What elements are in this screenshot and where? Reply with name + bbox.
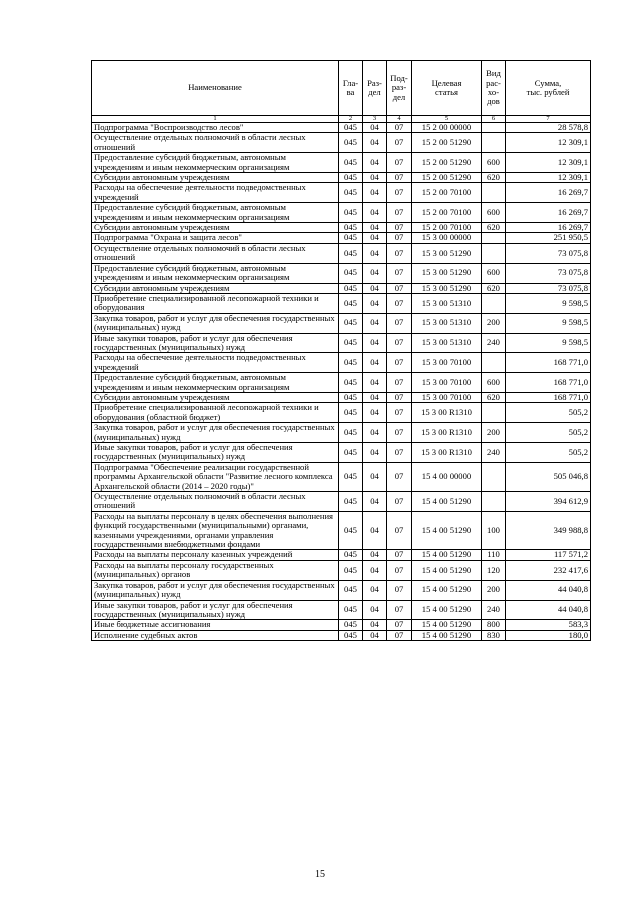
statya-cell: 15 2 00 51290 [412,173,482,183]
name-cell: Предоставление субсидий бюджетным, автономным учреждениям и иным некоммерческим организациям [92,373,339,393]
table-row [92,203,591,223]
vid-cell [482,353,506,373]
glava-cell: 045 [339,203,363,223]
colnum-1: 1 [92,116,339,123]
summa-cell: 505,2 [506,423,591,443]
vid-cell: 800 [482,620,506,630]
razdel-cell: 04 [363,353,387,373]
podrazdel-cell: 07 [387,333,412,353]
glava-cell: 045 [339,243,363,263]
vid-cell: 600 [482,263,506,283]
colnum-5: 5 [412,116,482,123]
summa-cell: 12 309,1 [506,133,591,153]
page-number: 15 [315,869,325,880]
podrazdel-cell: 07 [387,423,412,443]
vid-cell: 240 [482,333,506,353]
vid-cell [482,293,506,313]
podrazdel-cell: 07 [387,283,412,293]
summa-cell: 73 075,8 [506,263,591,283]
vid-cell: 600 [482,203,506,223]
glava-cell: 045 [339,133,363,153]
summa-cell: 117 571,2 [506,550,591,560]
header-statya-text: Целевая статья [431,77,462,97]
name-cell: Субсидии автономным учреждениям [92,283,339,293]
statya-cell: 15 3 00 00000 [412,233,482,243]
podrazdel-cell: 07 [387,443,412,463]
summa-cell: 251 950,5 [506,233,591,243]
statya-cell: 15 3 00 51290 [412,263,482,283]
table-row [92,620,591,630]
podrazdel-cell: 07 [387,373,412,393]
vid-cell: 620 [482,173,506,183]
podrazdel-cell: 07 [387,392,412,402]
header-podrazdel-text: Под- раз- дел [390,72,408,102]
podrazdel-cell: 07 [387,153,412,173]
summa-cell: 16 269,7 [506,223,591,233]
header-podrazdel [387,61,412,116]
razdel-cell: 04 [363,423,387,443]
table-row [92,173,591,183]
podrazdel-cell: 07 [387,243,412,263]
name-cell: Иные закупки товаров, работ и услуг для обеспечения государственных (муниципальных) нужд [92,333,339,353]
name-cell: Субсидии автономным учреждениям [92,173,339,183]
razdel-cell: 04 [363,373,387,393]
vid-cell: 200 [482,313,506,333]
glava-cell: 045 [339,313,363,333]
statya-cell: 15 4 00 51290 [412,550,482,560]
table-row [92,600,591,620]
podrazdel-cell: 07 [387,123,412,133]
vid-cell: 600 [482,153,506,173]
table-row [92,133,591,153]
table-row [92,560,591,580]
glava-cell: 045 [339,173,363,183]
razdel-cell: 04 [363,620,387,630]
podrazdel-cell: 07 [387,462,412,491]
statya-cell: 15 4 00 51290 [412,580,482,600]
statya-cell: 15 3 00 51310 [412,313,482,333]
podrazdel-cell: 07 [387,630,412,640]
table-row [92,630,591,640]
summa-cell: 16 269,7 [506,203,591,223]
name-cell: Подпрограмма "Воспроизводство лесов" [92,123,339,133]
summa-cell: 12 309,1 [506,153,591,173]
vid-cell: 110 [482,550,506,560]
summa-cell: 505,2 [506,403,591,423]
summa-cell: 180,0 [506,630,591,640]
razdel-cell: 04 [363,511,387,550]
glava-cell: 045 [339,293,363,313]
statya-cell: 15 3 00 R1310 [412,423,482,443]
summa-cell: 12 309,1 [506,173,591,183]
name-cell: Субсидии автономным учреждениям [92,392,339,402]
table-row [92,353,591,373]
statya-cell: 15 3 00 R1310 [412,403,482,423]
glava-cell: 045 [339,223,363,233]
vid-cell: 100 [482,511,506,550]
glava-cell: 045 [339,600,363,620]
glava-cell: 045 [339,462,363,491]
glava-cell: 045 [339,153,363,173]
podrazdel-cell: 07 [387,560,412,580]
summa-cell: 394 612,9 [506,492,591,512]
razdel-cell: 04 [363,173,387,183]
table-row [92,283,591,293]
statya-cell: 15 3 00 70100 [412,353,482,373]
razdel-cell: 04 [363,392,387,402]
razdel-cell: 04 [363,560,387,580]
header-razdel [363,61,387,116]
glava-cell: 045 [339,630,363,640]
budget-table [91,60,591,641]
summa-cell: 505,2 [506,443,591,463]
summa-cell: 168 771,0 [506,392,591,402]
statya-cell: 15 3 00 51310 [412,333,482,353]
statya-cell: 15 2 00 51290 [412,133,482,153]
table-row [92,462,591,491]
glava-cell: 045 [339,263,363,283]
podrazdel-cell: 07 [387,600,412,620]
statya-cell: 15 4 00 51290 [412,630,482,640]
name-cell: Иные закупки товаров, работ и услуг для обеспечения государственных (муниципальных) нужд [92,600,339,620]
statya-cell: 15 3 00 70100 [412,373,482,393]
glava-cell: 045 [339,560,363,580]
vid-cell: 200 [482,423,506,443]
table-row [92,580,591,600]
statya-cell: 15 4 00 00000 [412,462,482,491]
razdel-cell: 04 [363,123,387,133]
summa-cell: 349 988,8 [506,511,591,550]
name-cell: Исполнение судебных актов [92,630,339,640]
statya-cell: 15 2 00 70100 [412,183,482,203]
table-row [92,423,591,443]
vid-cell: 240 [482,600,506,620]
summa-cell: 168 771,0 [506,353,591,373]
statya-cell: 15 2 00 70100 [412,223,482,233]
name-cell: Осуществление отдельных полномочий в области лесных отношений [92,243,339,263]
vid-cell [482,123,506,133]
vid-cell: 620 [482,283,506,293]
podrazdel-cell: 07 [387,353,412,373]
razdel-cell: 04 [363,243,387,263]
razdel-cell: 04 [363,333,387,353]
summa-cell: 9 598,5 [506,293,591,313]
name-cell: Расходы на выплаты персоналу в целях обеспечения выполнения функций государственными (муниципальными) органами, казенными учреждениями, органами управления государственными внебюджетными фондами [92,511,339,550]
table-row [92,443,591,463]
colnum-7: 7 [506,116,591,123]
name-cell: Предоставление субсидий бюджетным, автономным учреждениям и иным некоммерческим организациям [92,263,339,283]
name-cell: Предоставление субсидий бюджетным, автономным учреждениям и иным некоммерческим организациям [92,203,339,223]
header-glava-text: Гла- ва [342,77,359,97]
vid-cell: 240 [482,443,506,463]
razdel-cell: 04 [363,550,387,560]
glava-cell: 045 [339,373,363,393]
podrazdel-cell: 07 [387,620,412,630]
glava-cell: 045 [339,511,363,550]
razdel-cell: 04 [363,233,387,243]
razdel-cell: 04 [363,293,387,313]
table-row [92,373,591,393]
table-row [92,313,591,333]
summa-cell: 583,3 [506,620,591,630]
podrazdel-cell: 07 [387,133,412,153]
statya-cell: 15 2 00 70100 [412,203,482,223]
statya-cell: 15 2 00 00000 [412,123,482,133]
statya-cell: 15 3 00 51290 [412,283,482,293]
table-row [92,550,591,560]
table-row [92,511,591,550]
vid-cell: 620 [482,223,506,233]
razdel-cell: 04 [363,203,387,223]
razdel-cell: 04 [363,443,387,463]
table-body [92,123,591,641]
table-row [92,243,591,263]
name-cell: Иные бюджетные ассигнования [92,620,339,630]
statya-cell: 15 4 00 51290 [412,600,482,620]
razdel-cell: 04 [363,263,387,283]
podrazdel-cell: 07 [387,403,412,423]
table-row [92,223,591,233]
name-cell: Закупка товаров, работ и услуг для обеспечения государственных (муниципальных) нужд [92,313,339,333]
vid-cell [482,492,506,512]
summa-cell: 168 771,0 [506,373,591,393]
statya-cell: 15 4 00 51290 [412,492,482,512]
glava-cell: 045 [339,353,363,373]
summa-cell: 505 046,8 [506,462,591,491]
header-row [92,61,591,116]
name-cell: Расходы на обеспечение деятельности подведомственных учреждений [92,183,339,203]
vid-cell [482,233,506,243]
statya-cell: 15 3 00 70100 [412,392,482,402]
summa-cell: 44 040,8 [506,580,591,600]
name-cell: Осуществление отдельных полномочий в области лесных отношений [92,492,339,512]
summa-cell: 9 598,5 [506,333,591,353]
summa-cell: 44 040,8 [506,600,591,620]
glava-cell: 045 [339,550,363,560]
colnum-4: 4 [387,116,412,123]
table-row [92,333,591,353]
header-summa [506,61,591,116]
statya-cell: 15 4 00 51290 [412,511,482,550]
name-cell: Предоставление субсидий бюджетным, автономным учреждениям и иным некоммерческим организациям [92,153,339,173]
vid-cell [482,403,506,423]
razdel-cell: 04 [363,153,387,173]
table-row [92,293,591,313]
header-vid-text: Вид рас- хо- дов [486,68,501,107]
statya-cell: 15 3 00 51290 [412,243,482,263]
table-row [92,392,591,402]
name-cell: Иные закупки товаров, работ и услуг для обеспечения государственных (муниципальных) нужд [92,443,339,463]
header-glava [339,61,363,116]
razdel-cell: 04 [363,223,387,233]
name-cell: Закупка товаров, работ и услуг для обеспечения государственных (муниципальных) нужд [92,423,339,443]
name-cell: Подпрограмма "Охрана и защита лесов" [92,233,339,243]
summa-cell: 232 417,6 [506,560,591,580]
header-name: Наименование [92,61,339,116]
summa-cell: 73 075,8 [506,283,591,293]
podrazdel-cell: 07 [387,511,412,550]
table-row [92,492,591,512]
name-cell: Приобретение специализированной лесопожарной техники и оборудования [92,293,339,313]
podrazdel-cell: 07 [387,173,412,183]
podrazdel-cell: 07 [387,263,412,283]
glava-cell: 045 [339,183,363,203]
vid-cell [482,183,506,203]
name-cell: Расходы на выплаты персоналу государственных (муниципальных) органов [92,560,339,580]
colnum-6: 6 [482,116,506,123]
statya-cell: 15 2 00 51290 [412,153,482,173]
glava-cell: 045 [339,620,363,630]
glava-cell: 045 [339,423,363,443]
razdel-cell: 04 [363,630,387,640]
vid-cell: 600 [482,373,506,393]
vid-cell: 830 [482,630,506,640]
header-vid [482,61,506,116]
header-statya [412,61,482,116]
glava-cell: 045 [339,392,363,402]
statya-cell: 15 4 00 51290 [412,620,482,630]
vid-cell: 120 [482,560,506,580]
table-row [92,403,591,423]
glava-cell: 045 [339,283,363,293]
header-summa-text: Сумма, тыс. рублей [526,77,570,97]
glava-cell: 045 [339,233,363,243]
name-cell: Подпрограмма "Обеспечение реализации государственной программы Архангельской области "Развитие лесного комплекса Архангельской области (2014 – 2020 годы)" [92,462,339,491]
name-cell: Расходы на обеспечение деятельности подведомственных учреждений [92,353,339,373]
razdel-cell: 04 [363,492,387,512]
glava-cell: 045 [339,403,363,423]
podrazdel-cell: 07 [387,313,412,333]
table-row [92,263,591,283]
name-cell: Расходы на выплаты персоналу казенных учреждений [92,550,339,560]
summa-cell: 9 598,5 [506,313,591,333]
header-razdel-text: Раз- дел [367,77,382,97]
podrazdel-cell: 07 [387,492,412,512]
summa-cell: 73 075,8 [506,243,591,263]
vid-cell [482,133,506,153]
podrazdel-cell: 07 [387,233,412,243]
name-cell: Осуществление отдельных полномочий в области лесных отношений [92,133,339,153]
colnum-2: 2 [339,116,363,123]
name-cell: Приобретение специализированной лесопожарной техники и оборудования (областной бюджет) [92,403,339,423]
table-row [92,153,591,173]
vid-cell [482,462,506,491]
razdel-cell: 04 [363,403,387,423]
vid-cell: 620 [482,392,506,402]
razdel-cell: 04 [363,462,387,491]
statya-cell: 15 3 00 51310 [412,293,482,313]
glava-cell: 045 [339,580,363,600]
razdel-cell: 04 [363,313,387,333]
statya-cell: 15 4 00 51290 [412,560,482,580]
podrazdel-cell: 07 [387,580,412,600]
podrazdel-cell: 07 [387,550,412,560]
table-row [92,123,591,133]
statya-cell: 15 3 00 R1310 [412,443,482,463]
glava-cell: 045 [339,333,363,353]
vid-cell: 200 [482,580,506,600]
table-row [92,233,591,243]
name-cell: Субсидии автономным учреждениям [92,223,339,233]
razdel-cell: 04 [363,133,387,153]
summa-cell: 16 269,7 [506,183,591,203]
razdel-cell: 04 [363,580,387,600]
razdel-cell: 04 [363,283,387,293]
razdel-cell: 04 [363,183,387,203]
razdel-cell: 04 [363,600,387,620]
glava-cell: 045 [339,443,363,463]
glava-cell: 045 [339,123,363,133]
colnum-3: 3 [363,116,387,123]
vid-cell [482,243,506,263]
name-cell: Закупка товаров, работ и услуг для обеспечения государственных (муниципальных) нужд [92,580,339,600]
podrazdel-cell: 07 [387,203,412,223]
podrazdel-cell: 07 [387,183,412,203]
podrazdel-cell: 07 [387,223,412,233]
summa-cell: 28 578,8 [506,123,591,133]
podrazdel-cell: 07 [387,293,412,313]
glava-cell: 045 [339,492,363,512]
table-row [92,183,591,203]
